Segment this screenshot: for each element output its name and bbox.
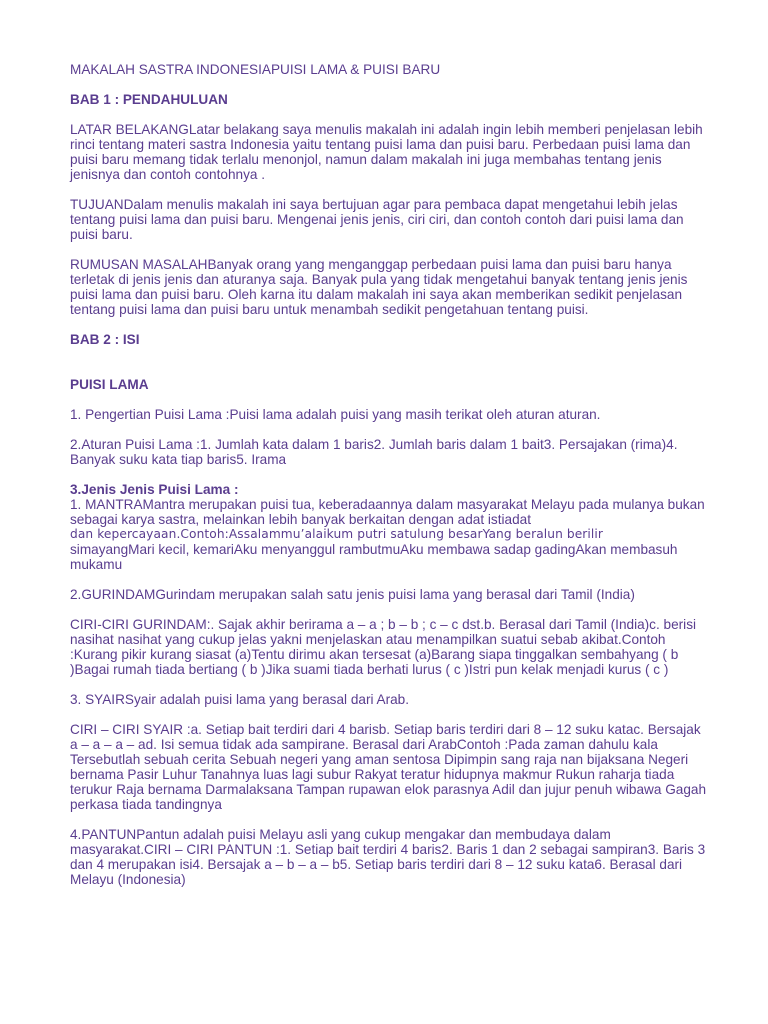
tujuan-paragraph: TUJUANDalam menulis makalah ini saya bertujuan agar para pembaca dapat mengetahui lebih jelas tentang puisi lama dan puisi baru. Mengenai jenis jenis, ciri ciri, dan contoh contoh dari puisi lama dan puisi baru. [70,197,684,242]
rumusan-masalah-paragraph: RUMUSAN MASALAHBanyak orang yang menganggap perbedaan puisi lama dan puisi baru hanya terletak di jenis jenis dan aturanya saja. Banyak pula yang tidak mengetahui banyak tentang jenis jenis puisi lama dan puisi baru. Oleh karna itu dalam makalah ini saya akan memberikan sedikit penjelasan tentang puisi lama dan puisi baru untuk menambah sedikit pengetahuan tentang puisi. [70,257,688,317]
mantra-section [70,482,708,572]
ciri-gurindam-paragraph: CIRI-CIRI GURINDAM:. Sajak akhir berirama a – a ; b – b ; c – c dst.b. Berasal dari Tamil (India)c. berisi nasihat nasihat yang cukup jelas yakni menjelaskan atau menampilkan suatui sebab akibat.Contoh :Kurang pikir kurang siasat (a)Tentu dirimu akan tersesat (a)Barang siapa tinggalkan sembahyang ( b )Bagai rumah tiada bertiang ( b )Jika suami tiada berhati lurus ( c )Istri pun kelak menjadi kurus ( c ) [70,617,697,677]
jenis-heading: 3.Jenis Jenis Puisi Lama : [70,482,239,497]
syair-paragraph: 3. SYAIRSyair adalah puisi lama yang berasal dari Arab. [70,692,410,707]
ciri-syair-paragraph: CIRI – CIRI SYAIR :a. Setiap bait terdiri dari 4 barisb. Setiap baris terdiri dari 8 – 12 suku katac. Bersajak a – a – a – ad. Isi semua tidak ada sampirane. Berasal dari ArabContoh :Pada zaman dahulu kala Tersebutlah sebuah cerita Sebuah negeri yang aman sentosa Dipimpin sang raja nan bijaksana Negeri bernama Pasir Luhur Tanahnya luas lagi subur Rakyat teratur hidupnya makmur Rukun raharja tiada terukur Raja bernama Darmalaksana Tampan rupawan elok parasnya Adil dan jujur penuh wibawa Gagah perkasa tiada tandingnya [70,722,707,812]
pengertian-paragraph: 1. Pengertian Puisi Lama :Puisi lama adalah puisi yang masih terikat oleh aturan aturan. [70,407,601,422]
mantra-example-rest: simayangMari kecil, kemariAku menyanggul rambutmuAku membawa sadap gadingAkan membasuh mukamu [70,542,678,572]
bab2-heading: BAB 2 : ISI [70,332,140,347]
latar-belakang-paragraph: LATAR BELAKANGLatar belakang saya menulis makalah ini adalah ingin lebih memberi penjelasan lebih rinci tentang materi sastra Indonesia yaitu tentang puisi lama dan puisi baru. Perbedaan puisi lama dan puisi baru memang tidak terlalu menonjol, namun dalam makalah ini juga membahas tentang jenis jenisnya dan contoh contohnya . [70,122,703,182]
pantun-paragraph: 4.PANTUNPantun adalah puisi Melayu asli yang cukup mengakar dan membudaya dalam masyarakat.CIRI – CIRI PANTUN :1. Setiap bait terdiri 4 baris2. Baris 1 dan 2 sebagai sampiran3. Baris 3 dan 4 merupakan isi4. Bersajak a – b – a – b5. Setiap baris terdiri dari 8 – 12 suku kata6. Berasal dari Melayu (Indonesia) [70,827,706,887]
document-title: MAKALAH SASTRA INDONESIAPUISI LAMA & PUISI BARU [70,62,441,77]
puisi-lama-heading: PUISI LAMA [70,377,149,392]
bab1-heading: BAB 1 : PENDAHULUAN [70,92,228,107]
mantra-example-line: dan kepercayaan.Contoh:Assalammu’alaikum putri satulung besarYang beralun berilir [70,527,603,541]
mantra-paragraph: 1. MANTRAMantra merupakan puisi tua, keberadaannya dalam masyarakat Melayu pada mulanya bukan sebagai karya sastra, melainkan lebih banyak berkaitan dengan adat istiadat [70,497,705,527]
aturan-paragraph: 2.Aturan Puisi Lama :1. Jumlah kata dalam 1 baris2. Jumlah baris dalam 1 bait3. Persajakan (rima)4. Banyak suku kata tiap baris5. Irama [70,437,678,467]
gurindam-paragraph: 2.GURINDAMGurindam merupakan salah satu jenis puisi lama yang berasal dari Tamil (India) [70,587,635,602]
